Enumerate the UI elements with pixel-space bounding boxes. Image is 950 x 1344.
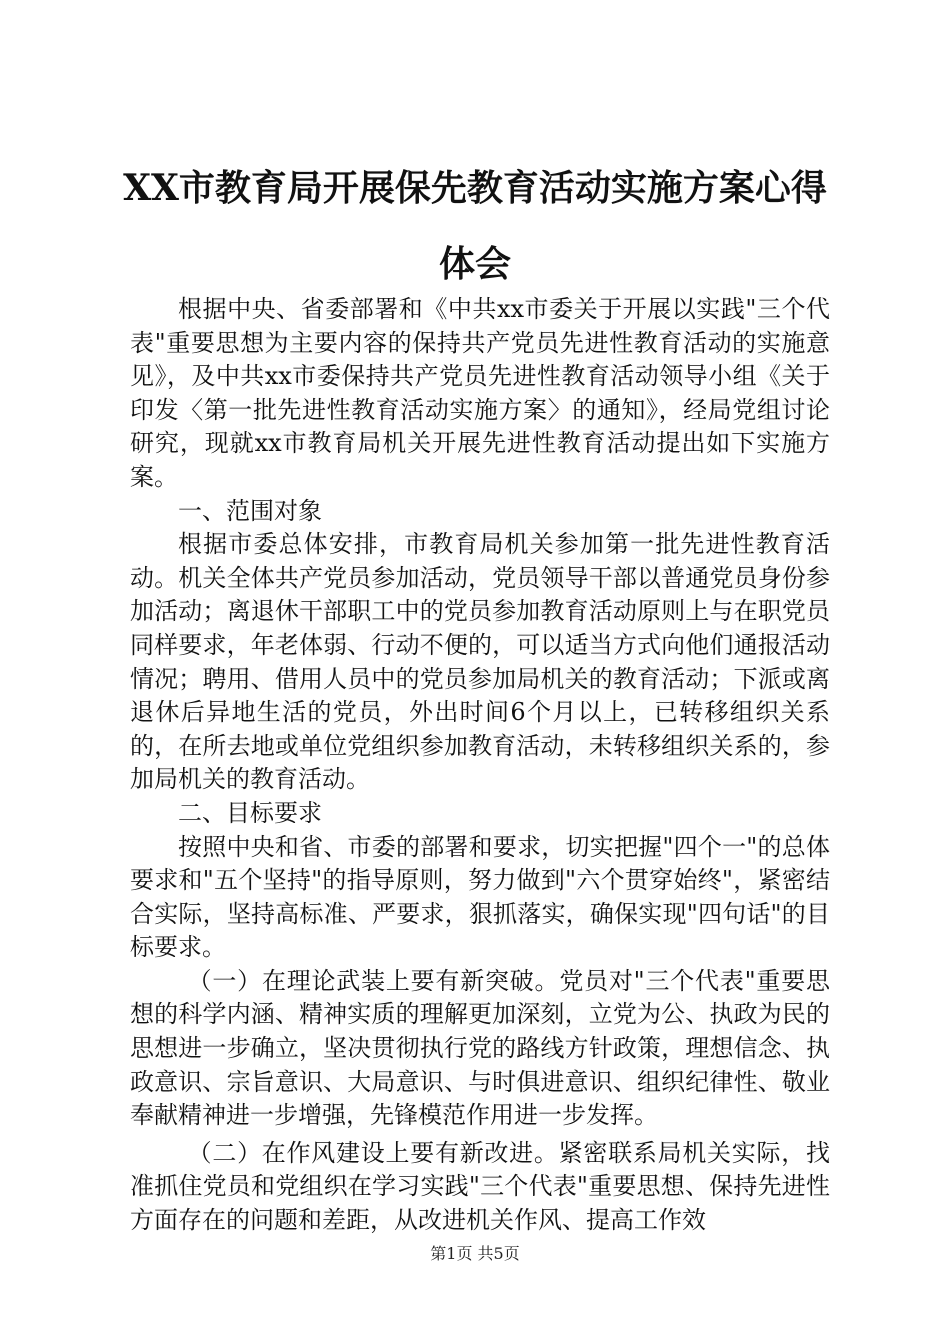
- paragraph-goals: 按照中央和省、市委的部署和要求，切实把握"四个一"的总体要求和"五个坚持"的指导原则，努力做到"六个贯穿始终"，紧密结合实际，坚持高标准、严要求，狠抓落实，确保实现"四句话"的目标要求。: [130, 832, 830, 962]
- title-line-1: XX市教育局开展保先教育活动实施方案心得: [123, 167, 827, 209]
- document-title: [80, 150, 870, 302]
- section-heading-goals: 二、目标要求: [178, 798, 322, 827]
- section-heading-scope: 一、范围对象: [178, 496, 322, 525]
- paragraph-scope: 根据市委总体安排，市教育局机关参加第一批先进性教育活动。机关全体共产党员参加活动，党员领导干部以普通党员身份参加活动；离退休干部职工中的党员参加教育活动原则上与在职党员同样要求，年老体弱、行动不便的，可以适当方式向他们通报活动情况；聘用、借用人员中的党员参加局机关的教育活动；下派或离退休后异地生活的党员，外出时间6个月以上，已转移组织关系的，在所去地或单位党组织参加教育活动，未转移组织关系的，参加局机关的教育活动。: [130, 530, 830, 794]
- title-line-2: 体会: [438, 243, 511, 285]
- document-body: [130, 293, 830, 1238]
- paragraph-goal-2: （二）在作风建设上要有新改进。紧密联系局机关实际，找准抓住党员和党组织在学习实践"三个代表"重要思想、保持先进性方面存在的问题和差距，从改进机关作风、提高工作效: [130, 1138, 830, 1235]
- paragraph-goal-1: （一）在理论武装上要有新突破。党员对"三个代表"重要思想的科学内涵、精神实质的理解更加深刻，立党为公、执政为民的思想进一步确立，坚决贯彻执行党的路线方针政策，理想信念、执政意识、宗旨意识、大局意识、与时俱进意识、组织纪律性、敬业奉献精神进一步增强，先锋模范作用进一步发挥。: [130, 966, 830, 1130]
- page-number-footer: 第1页 共5页: [430, 1244, 520, 1263]
- paragraph-intro: 根据中央、省委部署和《中共xx市委关于开展以实践"三个代表"重要思想为主要内容的保持共产党员先进性教育活动的实施意见》，及中共xx市委保持共产党员先进性教育活动领导小组《关于印发〈第一批先进性教育活动实施方案〉的通知》，经局党组讨论研究，现就xx市教育局机关开展先进性教育活动提出如下实施方案。: [130, 295, 830, 491]
